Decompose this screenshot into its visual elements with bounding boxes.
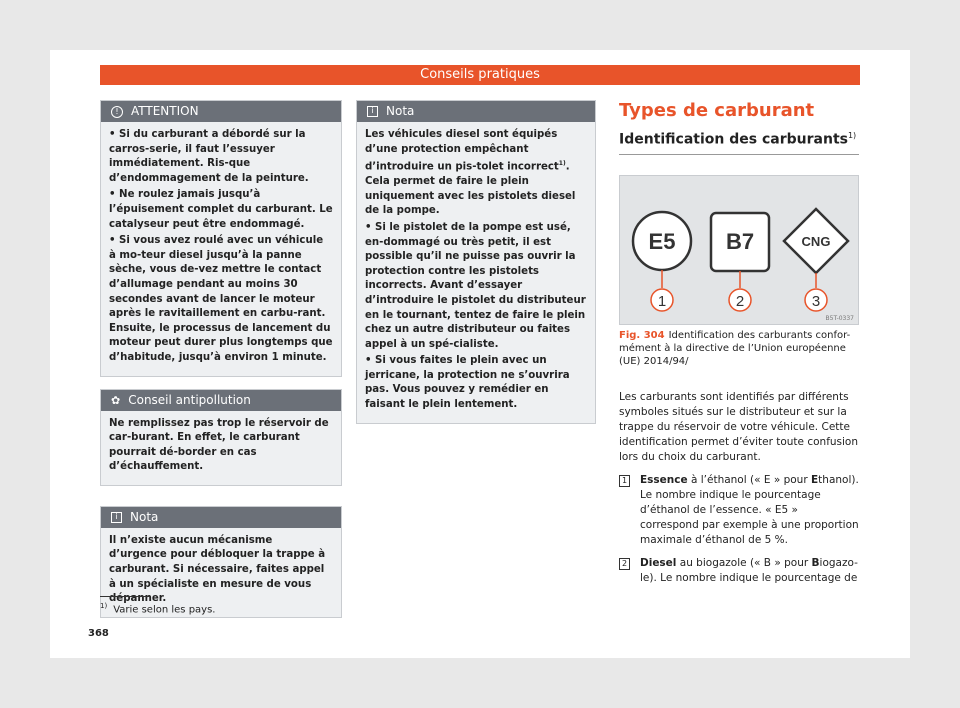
list-bold: Diesel — [640, 556, 677, 569]
page-number: 368 — [88, 628, 109, 639]
section-subtitle — [619, 131, 859, 155]
callout-3: 3 — [811, 292, 821, 310]
attention-title: ATTENTION — [131, 104, 199, 118]
attention-item: • Si vous avez roulé avec un véhicule à mo-teur diesel jusqu’à la panne sèche, vous de-vez mettre le contact d’allumage pendant au moins 30 secondes avant de lancer le moteur après le ravitaillement en carbu-rant. Ensuite, le processus de lancement du moteur peut durer plus longtemps que d’habitude, jusqu’à environ 1 minute. — [109, 235, 333, 363]
eco-box — [100, 389, 342, 486]
fuel-figure — [619, 175, 859, 325]
nota-text-left: Il n’existe aucun mécanisme d’urgence pour débloquer la trappe à carburant. Si nécessaire, faites appel à un spécialiste en mesure de vous dépanner. — [109, 534, 326, 605]
eco-text: Ne remplissez pas trop le réservoir de car-burant. En effet, le carburant pourrait dé-border en cas d’échauffement. — [109, 417, 329, 473]
column-left — [100, 100, 342, 618]
eco-title: Conseil antipollution — [128, 392, 251, 407]
b7-symbol-label: B7 — [725, 228, 755, 254]
list-bold2: B — [811, 556, 820, 569]
list-bold2: E — [810, 473, 819, 486]
list-item — [619, 556, 859, 586]
attention-header — [101, 101, 341, 122]
attention-box — [100, 100, 342, 377]
nota-title-left: Nota — [130, 509, 159, 524]
attention-body — [101, 122, 341, 376]
figure-number: Fig. 304 — [619, 329, 665, 341]
footnote-divider — [100, 596, 150, 597]
list-text — [640, 556, 859, 586]
list-text-b: iogazo-le). Le nombre indique le pourcentage de — [640, 556, 858, 584]
body-paragraph: Les carburants sont identifiés par différents symboles situés sur le distributeur et sur la trappe du réservoir de votre véhicule. Cette identification permet d’éviter toute confusion lors du choix du carburant. — [619, 390, 859, 463]
eco-body — [101, 411, 341, 485]
e5-symbol-label: E5 — [648, 228, 676, 254]
subtitle-text: Identification des carburants — [619, 131, 848, 148]
fuel-symbols-illustration — [620, 176, 858, 324]
attention-item: • Si du carburant a débordé sur la carros-serie, il faut l’essuyer immédiatement. Ris-que d’endommagement de la peinture. — [109, 129, 309, 184]
list-text-a: à l’éthanol (« E » pour — [687, 473, 811, 486]
leaf-icon: ✿ — [111, 393, 121, 407]
nota-item: • Si vous faites le plein avec un jerricane, la protection ne s’ouvrira pas. Vous pouvez y remédier en faisant le plein lentement. — [365, 355, 570, 411]
section-title: Types de carburant — [619, 100, 815, 121]
nota-header-middle — [357, 101, 595, 122]
callout-2: 2 — [735, 292, 745, 310]
column-right — [619, 100, 859, 586]
list-number: 1 — [619, 475, 630, 487]
list-text — [640, 473, 859, 548]
cng-symbol-label: CNG — [801, 233, 831, 249]
callout-1: 1 — [657, 292, 667, 310]
warning-icon: ! — [111, 106, 123, 118]
footnote-text: Varie selon les pays. — [113, 604, 216, 616]
info-icon: i — [111, 512, 122, 523]
footnote-sup: 1) — [100, 602, 108, 610]
nota-item: • Si le pistolet de la pompe est usé, en-dommagé ou très petit, il est possible qu’il ne puisse pas ouvrir la protection contre les pistolets incorrects. Avant d’essayer d’introduire le pistolet du distributeur en le tournant, tentez de faire le plein chez un autre distributeur ou faites appel à un spé-cialiste. — [365, 221, 586, 350]
column-middle — [356, 100, 596, 424]
subtitle-sup: 1) — [847, 131, 857, 140]
list-text-b: thanol). Le nombre indique le pourcentage d’éthanol de l’essence. « E5 » correspond par exemple à une proportion maximale d’éthanol de 5 %. — [640, 473, 859, 546]
info-icon: i — [367, 106, 378, 117]
nota-intro-sup: 1) — [558, 160, 566, 168]
nota-title-middle: Nota — [386, 104, 415, 118]
footnote — [100, 602, 215, 615]
list-text-a: au biogazole (« B » pour — [676, 556, 812, 569]
eco-header — [101, 390, 341, 411]
nota-intro — [365, 128, 587, 219]
header-title: Conseils pratiques — [420, 67, 540, 82]
page-header — [100, 65, 860, 85]
figure-code: B5T-0337 — [825, 314, 854, 322]
figure-caption — [619, 329, 859, 368]
nota-intro-a: Les véhicules diesel sont équipés d’une protection empêchant d’introduire un pis-tolet incorrect — [365, 129, 559, 173]
nota-box-middle — [356, 100, 596, 424]
list-number: 2 — [619, 558, 630, 570]
attention-item: • Ne roulez jamais jusqu’à l’épuisement complet du carburant. Le catalyseur peut être endommagé. — [109, 189, 333, 230]
list-item — [619, 473, 859, 548]
nota-header-left — [101, 507, 341, 528]
nota-intro-b: . Cela permet de faire le plein uniquement avec les pistolets diesel de la pompe. — [365, 161, 576, 217]
list-bold: Essence — [640, 473, 688, 486]
figure-caption-text: Identification des carburants confor-mément à la directive de l’Union européenne (UE) 2014/94/ — [619, 329, 851, 367]
nota-body-middle — [357, 122, 595, 423]
